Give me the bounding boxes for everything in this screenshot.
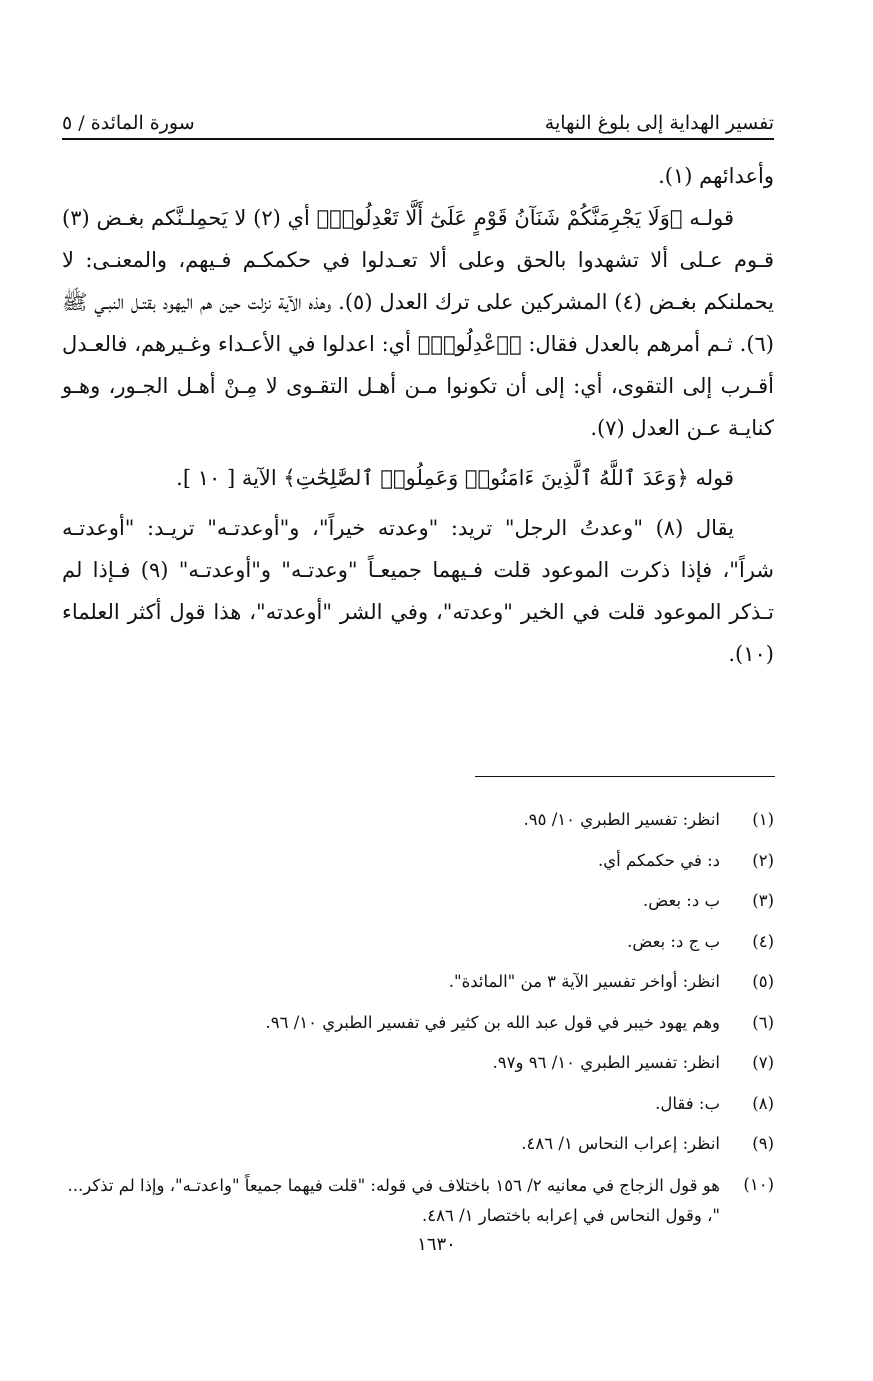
footnote-item — [62, 1003, 774, 1044]
running-header — [62, 98, 774, 140]
footnote-text: ب ج د: بعض. — [627, 931, 720, 951]
book-title: تفسير الهداية إلى بلوغ النهاية — [544, 112, 774, 134]
footnote-text: ب: فقال. — [655, 1093, 720, 1113]
footnote-number: (٦) — [752, 1012, 774, 1032]
surah-label: سورة المائدة / ٥ — [62, 112, 195, 134]
footnote-text: انظر: إعراب النحاس ١/ ٤٨٦. — [521, 1134, 720, 1153]
footnote-item — [62, 1165, 774, 1231]
footnote-text: د: في حكمكم أي. — [598, 850, 720, 870]
footnote-item — [62, 1043, 774, 1084]
paragraph-1: وأعدائهم (١). — [658, 164, 774, 188]
footnote-number: (٤) — [752, 931, 774, 951]
footnote-item — [62, 841, 774, 882]
footnote-number: (٧) — [752, 1053, 774, 1072]
footnote-item — [62, 962, 774, 1003]
footnote-text: وهم يهود خيبر في قول عبد الله بن كثير في تفسير الطبري ١٠/ ٩٦. — [265, 1012, 720, 1032]
footnote-number: (٣) — [752, 891, 774, 910]
footnote-text: انظر: تفسير الطبري ١٠/ ٩٦ و٩٧. — [492, 1053, 720, 1072]
footnote-number: (١) — [752, 810, 774, 829]
paragraph-2: قولـه ﴿وَلَا يَجْرِمَنَّكُمْ شَنَآنُ قَوْمٍ عَلَىٰٓ أَلَّا تَعْدِلُوا۟﴾ أي (٢) لا يَحمِلـنَّكم بغـض (٣) قـوم عـلى ألا تشهدوا بالحق وعلى ألا تعـدلوا في حكمكـم فـيهم، والمعنـى: لا يحملنكم بغـض (٤) المشركين على ترك العدل (٥). وهذه الآية نزلت حين هم اليهود بقتـل النبـي ﷺ (٦). ثـم أمرهم بالعدل فقال: ﴿ٱعْدِلُوا۟﴾ أي: اعدلوا في الأعـداء وغـيرهم، فالعـدل أقـرب إلى التقوى، أي: إلى أن تكونوا مـن أهـل التقـوى لا مِـنْ أهـل الجـور، وهـو كنايـة عـن العدل (٧). — [62, 206, 774, 440]
footnote-number: (١٠) — [743, 1174, 774, 1194]
footnote-text: انظر: أواخر تفسير الآية ٣ من "المائدة". — [448, 972, 720, 991]
footnote-separator — [475, 776, 775, 777]
footnote-number: (٢) — [752, 850, 774, 870]
footnote-number: (٩) — [752, 1134, 774, 1153]
footnote-number: (٥) — [752, 972, 774, 991]
page-number: ١٦٣٠ — [417, 1234, 456, 1255]
paragraph-4: يقال (٨) "وعدتُ الرجل" تريد: "وعدته خيراً"، و"أوعدتـه" تريـد: "أوعدتـه شراً"، فإذا ذكرت الموعود قلت فـيهما جميعـاً "وعدتـه" و"أوعدتـه" (٩) فـإذا لم تـذكر الموعود قلت في الخير "وعدته"، وفي الشر "أوعدته"، هذا قول أكثر العلماء (١٠). — [62, 516, 774, 666]
paragraph-3: قوله ﴿وَعَدَ ٱللَّهُ ٱلَّذِينَ ءَامَنُوا۟ وَعَمِلُوا۟ ٱلصَّٰلِحَٰتِ﴾ الآية [ ١٠ ]. — [176, 466, 734, 490]
footnote-text: هو قول الزجاج في معانيه ٢/ ١٥٦ باختلاف في قوله: "قلت فيهما جميعاً "واعدتـه"، وإذا لم تذكر... "، وقول النحاس في إعرابه باختصار ١/ ٤٨٦. — [67, 1175, 720, 1225]
main-text — [62, 155, 774, 675]
footnotes — [62, 800, 774, 1231]
footnote-item — [62, 922, 774, 963]
footnote-item — [62, 881, 774, 922]
footnote-text: انظر: تفسير الطبري ١٠/ ٩٥. — [523, 810, 720, 829]
footnote-text: ب د: بعض. — [643, 891, 720, 910]
footnote-item — [62, 1124, 774, 1165]
footnote-number: (٨) — [752, 1093, 774, 1113]
footnote-item — [62, 800, 774, 841]
footnote-item — [62, 1084, 774, 1125]
